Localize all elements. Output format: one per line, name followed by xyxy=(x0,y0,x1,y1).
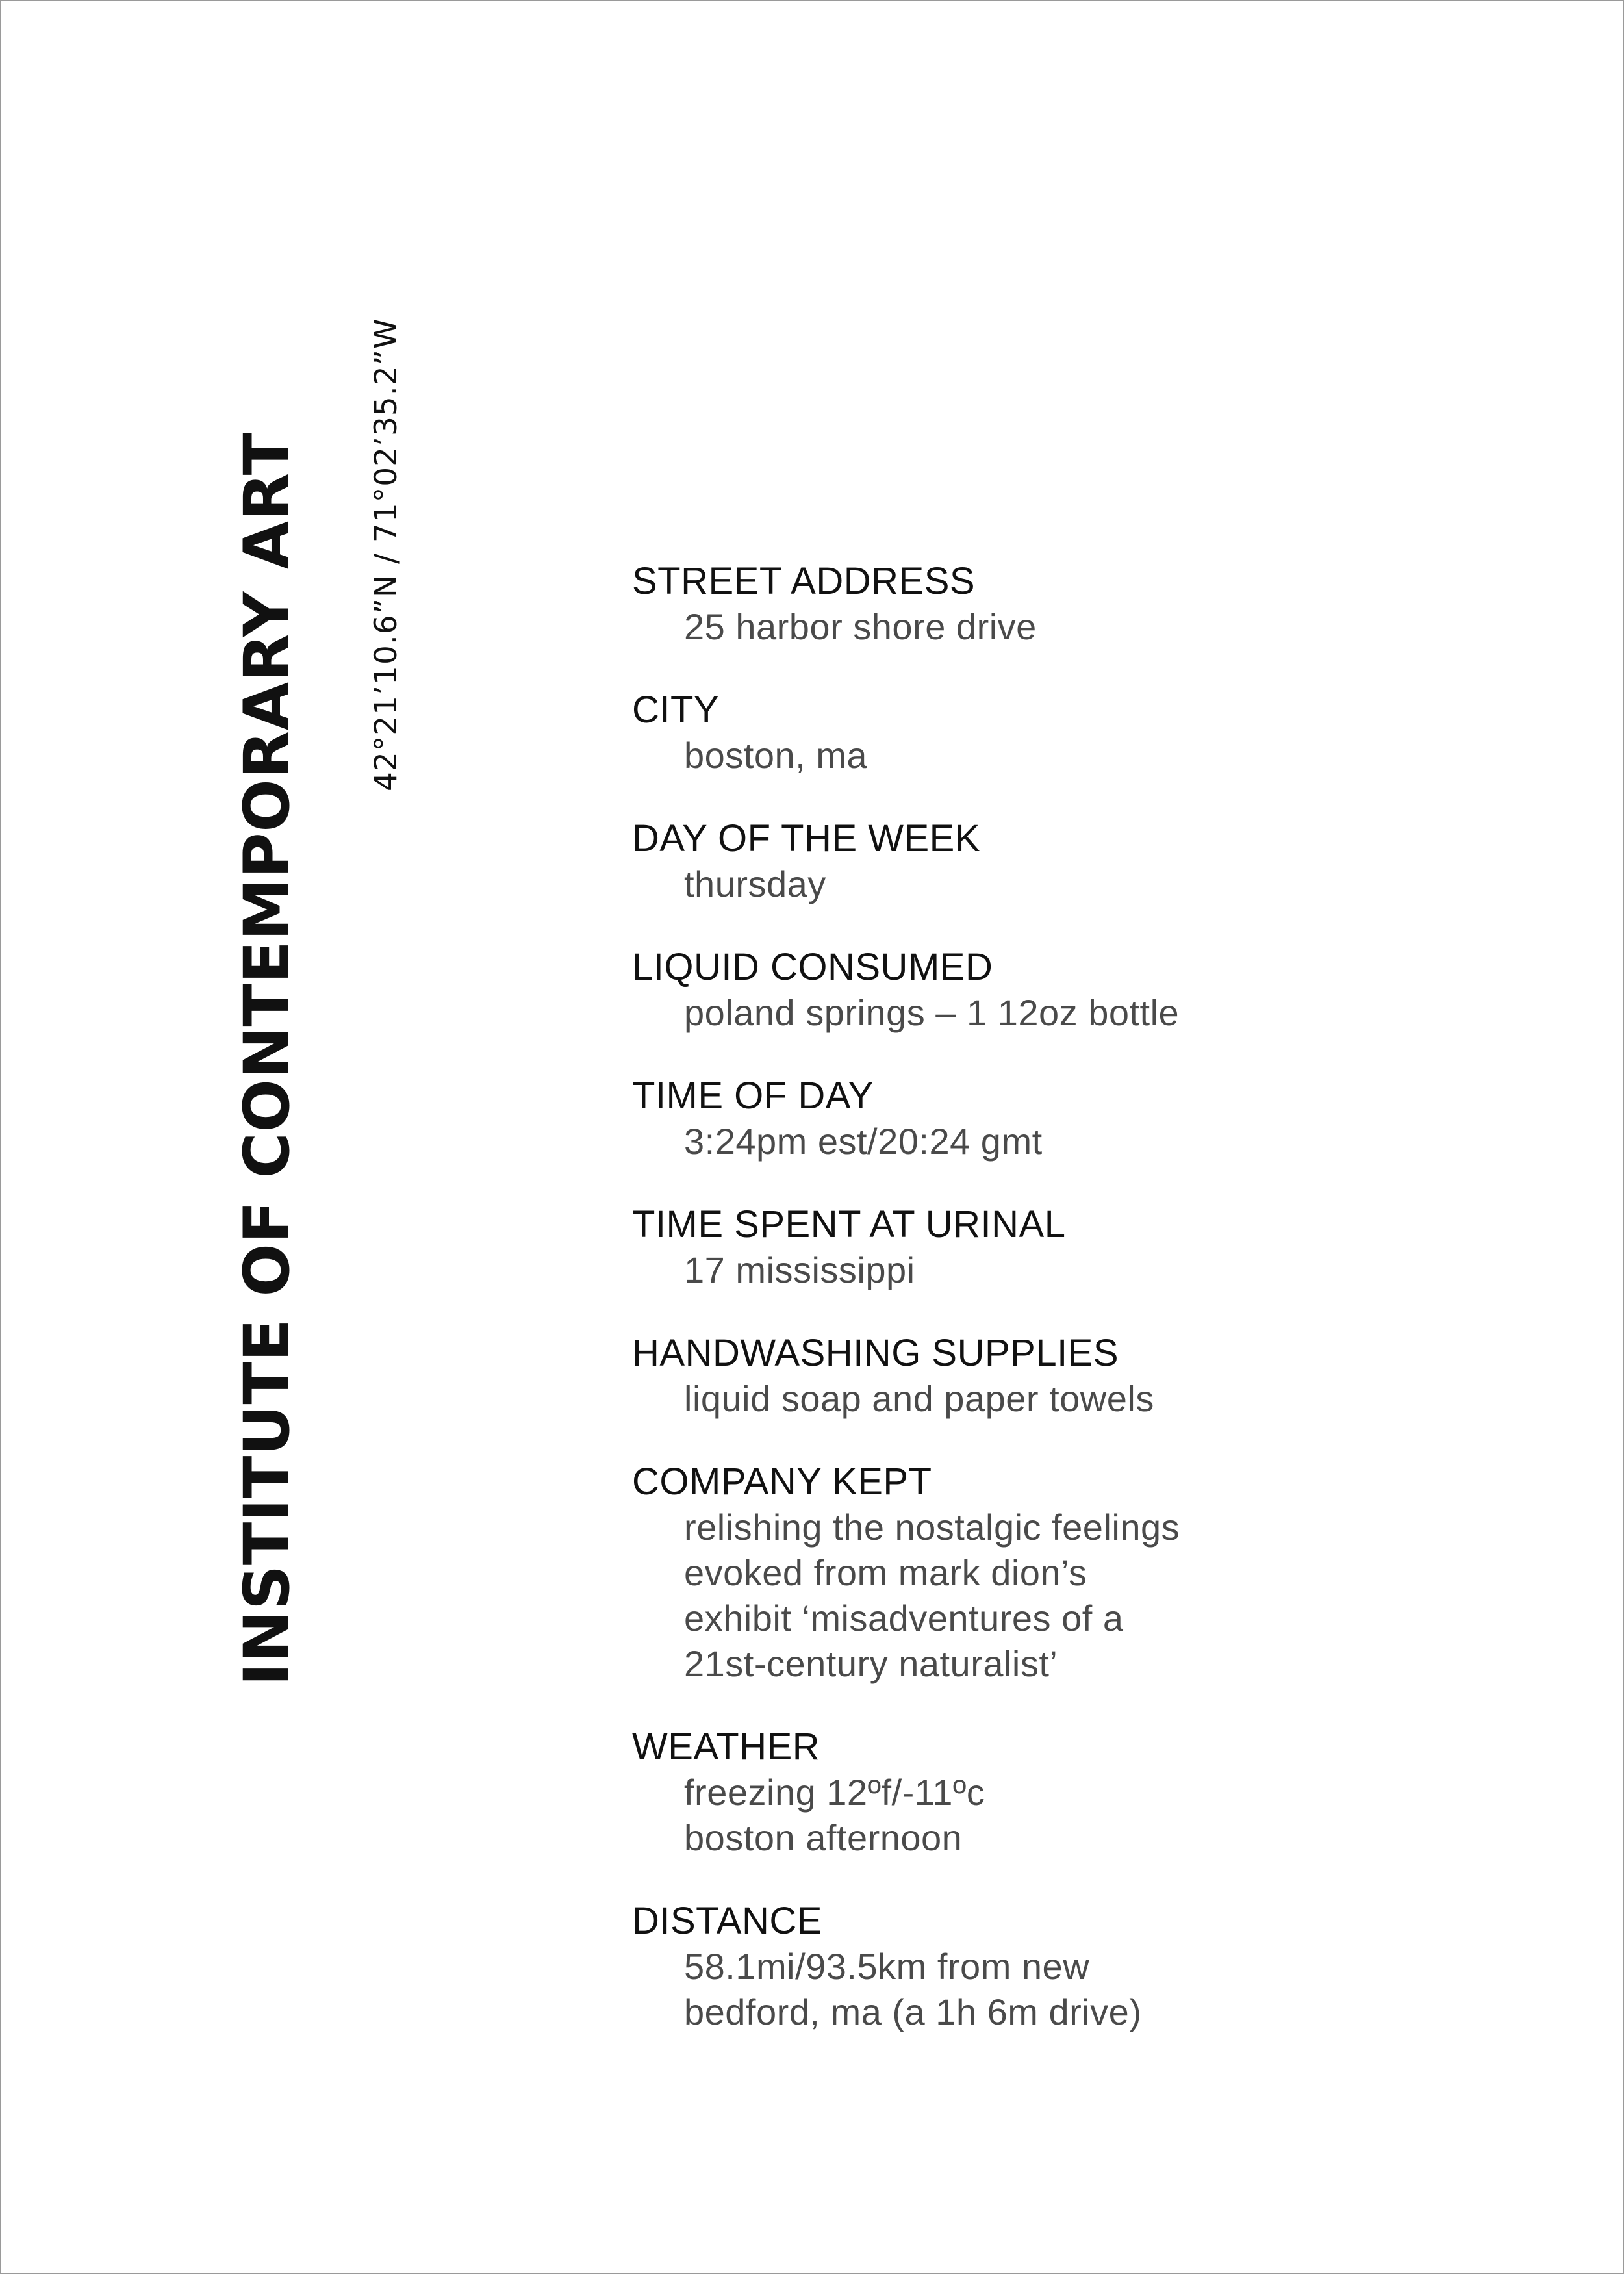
section-label: HANDWASHING SUPPLIES xyxy=(632,1332,1119,1374)
section-label: DAY OF THE WEEK xyxy=(632,817,981,860)
section-value: freezing 12ºf/-11ºc xyxy=(684,1772,985,1813)
section-day-of-week xyxy=(632,816,1477,907)
section-street-address xyxy=(632,559,1477,650)
section-value: liquid soap and paper towels xyxy=(684,1378,1154,1419)
section-distance xyxy=(632,1898,1477,2035)
section-value: 3:24pm est/20:24 gmt xyxy=(684,1121,1043,1162)
section-value: exhibit ‘misadventures of a xyxy=(684,1598,1124,1639)
section-weather xyxy=(632,1724,1477,1861)
section-label: TIME OF DAY xyxy=(632,1075,874,1117)
section-city xyxy=(632,687,1477,778)
section-label: DISTANCE xyxy=(632,1900,822,1942)
section-label: WEATHER xyxy=(632,1726,820,1768)
section-value: 25 harbor shore drive xyxy=(684,606,1037,647)
section-label: STREET ADDRESS xyxy=(632,560,976,602)
section-label: TIME SPENT AT URINAL xyxy=(632,1203,1066,1246)
section-liquid-consumed xyxy=(632,945,1477,1036)
section-label: LIQUID CONSUMED xyxy=(632,946,993,988)
section-value: boston, ma xyxy=(684,735,868,776)
section-value: relishing the nostalgic feelings xyxy=(684,1507,1180,1548)
section-value: poland springs – 1 12oz bottle xyxy=(684,992,1180,1033)
section-time-of-day xyxy=(632,1073,1477,1164)
section-value: thursday xyxy=(684,863,826,904)
section-value: 58.1mi/93.5km from new xyxy=(684,1946,1090,1987)
section-value: bedford, ma (a 1h 6m drive) xyxy=(684,1991,1142,2032)
section-value: 21st-century naturalist’ xyxy=(684,1643,1058,1684)
section-value: 17 mississippi xyxy=(684,1249,915,1290)
page-title: INSTITUTE OF CONTEMPORARY ART xyxy=(231,432,303,1686)
section-handwashing-supplies xyxy=(632,1331,1477,1422)
section-label: COMPANY KEPT xyxy=(632,1461,932,1503)
section-time-at-urinal xyxy=(632,1202,1477,1293)
section-label: CITY xyxy=(632,689,720,731)
section-company-kept xyxy=(632,1459,1477,1687)
coordinates: 42°21’10.6”N / 71°02’35.2”W xyxy=(368,318,404,791)
section-value: evoked from mark dion’s xyxy=(684,1552,1087,1593)
section-value: boston afternoon xyxy=(684,1817,963,1858)
info-list xyxy=(632,559,1477,2073)
